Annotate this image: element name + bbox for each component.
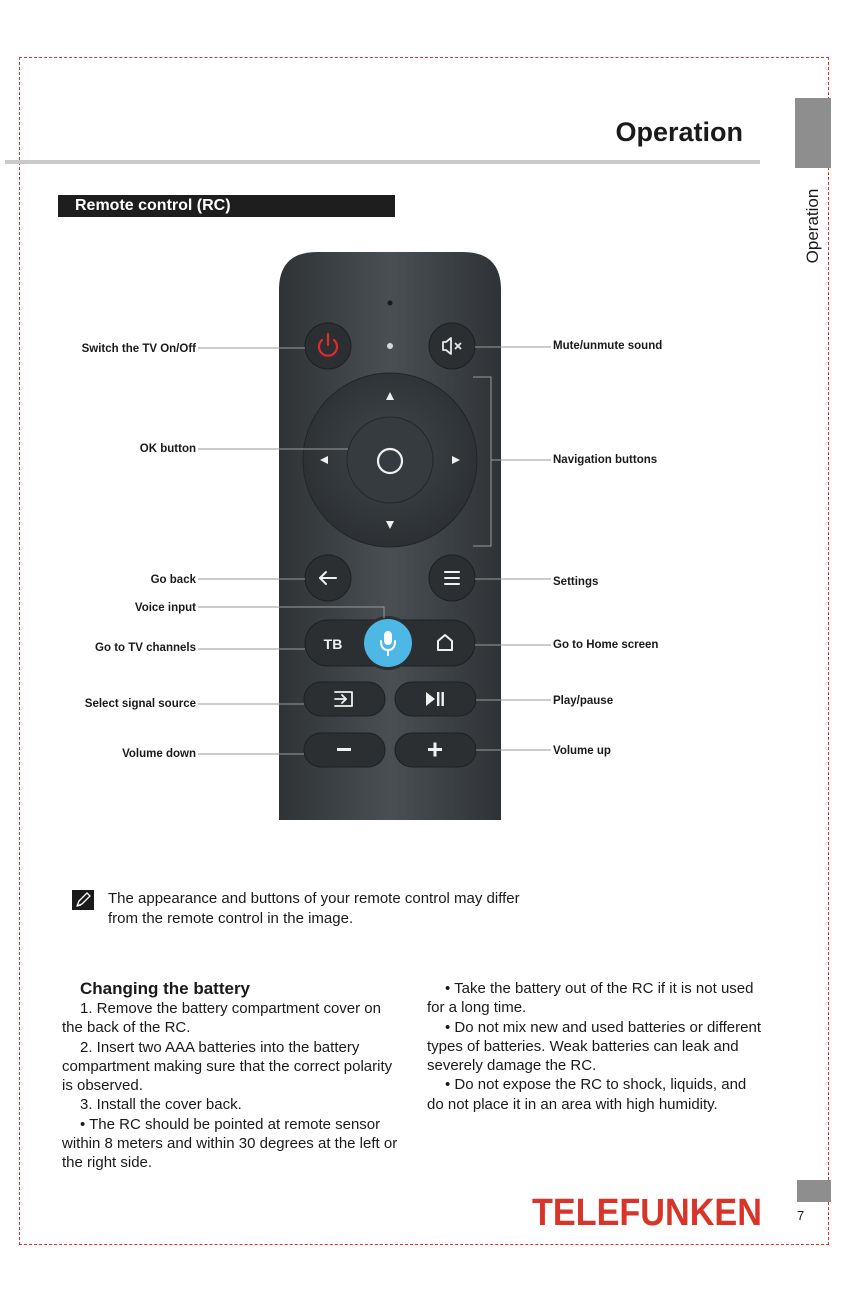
battery-step: 2. Insert two AAA batteries into the battery compartment making sure that the correct polarity is observed. <box>62 1038 393 1095</box>
battery-tip: • Do not expose the RC to shock, liquids, and do not place it in an area with high humidity. <box>427 1076 747 1113</box>
battery-step: 1. Remove the battery compartment cover on the back of the RC. <box>62 1000 381 1037</box>
play-pause-button <box>395 682 476 716</box>
pencil-note-icon <box>72 890 94 910</box>
volume-down-button <box>304 733 385 767</box>
mute-button <box>429 323 475 369</box>
page-tab <box>797 1180 831 1202</box>
settings-button <box>429 555 475 601</box>
callout-power: Switch the TV On/Off <box>81 343 196 355</box>
led-indicator <box>387 343 393 349</box>
callout-play-pause: Play/pause <box>553 695 614 707</box>
voice-button <box>361 616 415 670</box>
source-button <box>304 682 385 716</box>
back-button <box>305 555 351 601</box>
battery-tip: • The RC should be pointed at remote sensor within 8 meters and within 30 degrees at the left or the right side. <box>62 1115 398 1172</box>
callout-ok: OK button <box>139 443 196 455</box>
brand-logo: TELEFUNKEN <box>532 1192 762 1234</box>
callout-settings: Settings <box>553 576 599 588</box>
power-button <box>305 323 351 369</box>
callout-navigation: Navigation buttons <box>553 454 658 466</box>
battery-step: 3. Install the cover back. <box>80 1096 242 1114</box>
battery-tip: • Do not mix new and used batteries or different types of batteries. Weak batteries can leak and severely damage the RC. <box>427 1018 761 1075</box>
callout-mute: Mute/unmute sound <box>553 340 663 352</box>
callout-source: Select signal source <box>84 698 196 710</box>
ir-sensor-dot <box>388 301 393 306</box>
section-heading: Remote control (RC) <box>58 195 395 217</box>
battery-heading: Changing the battery <box>80 979 251 998</box>
navigation-pad <box>303 373 477 547</box>
callout-home: Go to Home screen <box>553 639 659 651</box>
side-section-label: Operation <box>803 188 822 264</box>
callout-channels: Go to TV channels <box>95 642 196 654</box>
battery-tip: • Take the battery out of the RC if it is not used for a long time. <box>427 980 754 1017</box>
battery-instructions-right <box>427 979 767 1114</box>
callout-volume-down: Volume down <box>122 748 196 760</box>
page-title: Operation <box>615 117 743 147</box>
tv-channels-label: TB <box>323 636 343 652</box>
callout-back: Go back <box>150 574 196 586</box>
battery-instructions-left <box>62 979 402 1173</box>
ok-button <box>347 417 433 503</box>
volume-up-button <box>395 733 476 767</box>
page-number: 7 <box>797 1208 805 1223</box>
note-text: The appearance and buttons of your remote control may differ from the remote control in the image. <box>108 890 520 927</box>
minus-icon <box>337 748 351 751</box>
callout-voice: Voice input <box>134 602 196 614</box>
callout-volume-up: Volume up <box>553 745 611 757</box>
